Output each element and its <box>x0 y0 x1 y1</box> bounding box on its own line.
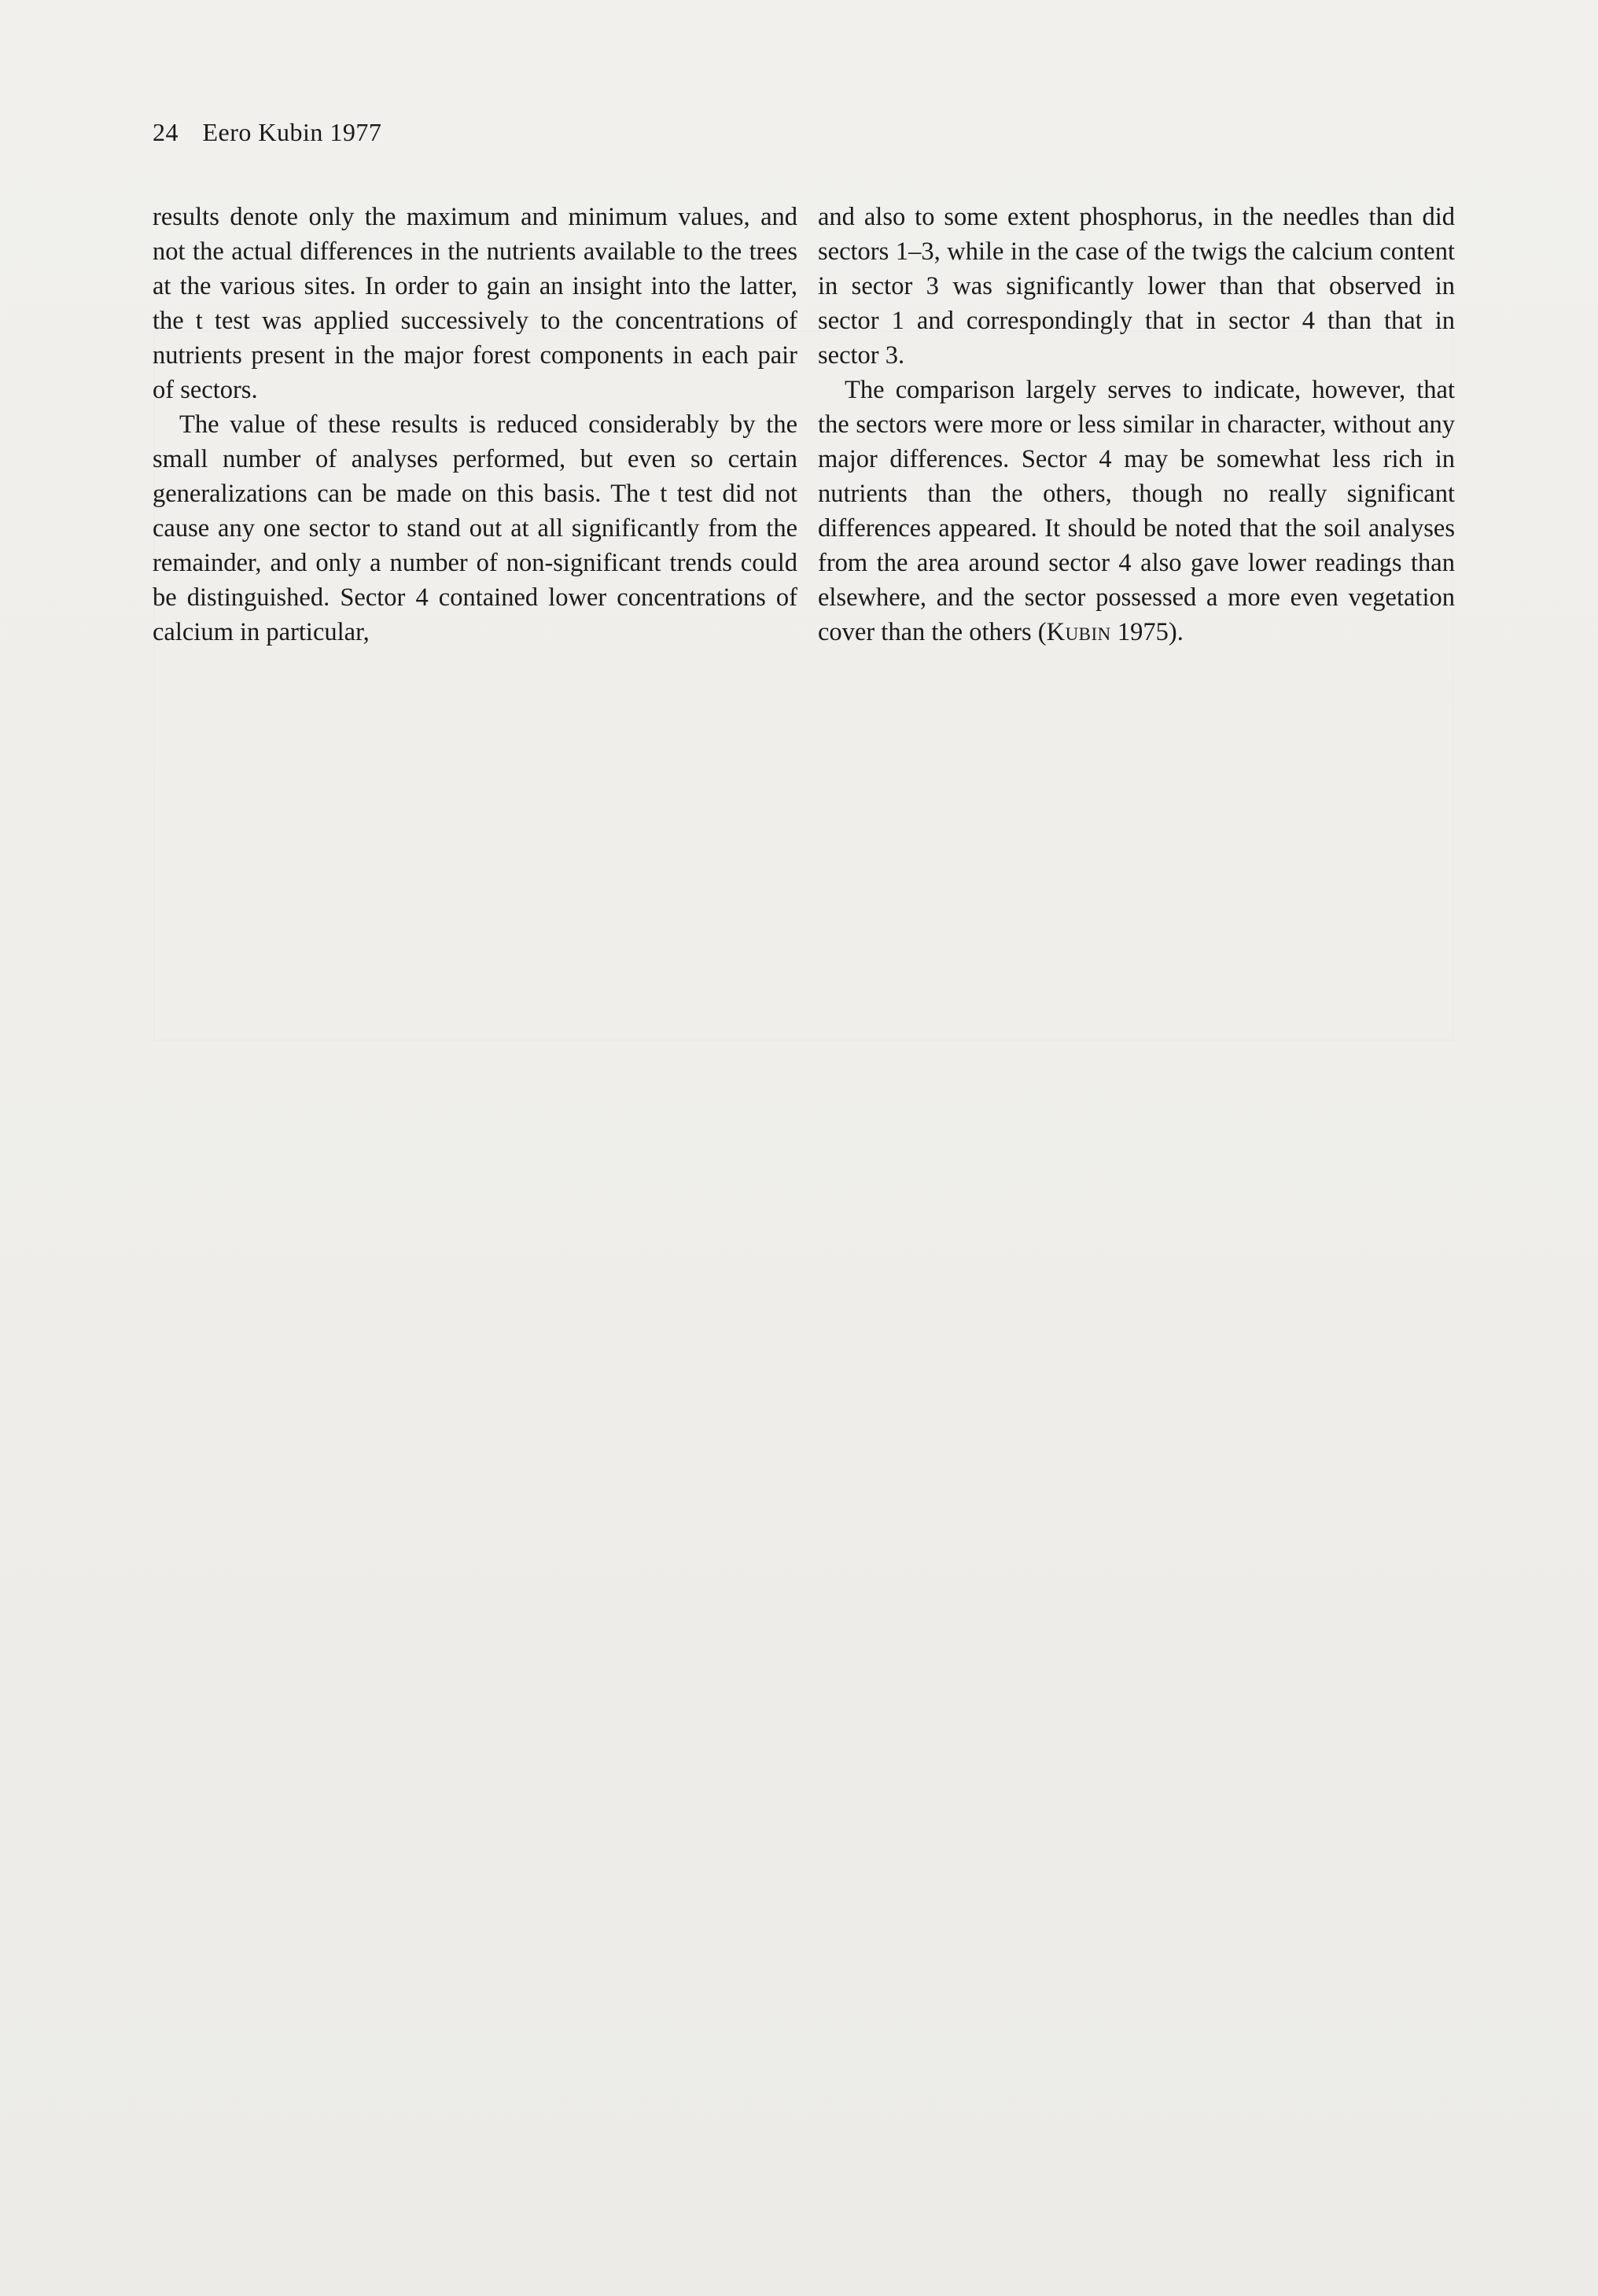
author-year: Eero Kubin 1977 <box>202 118 382 146</box>
right-paragraph-2-end: 1975). <box>1110 618 1184 646</box>
citation-author: Kubin <box>1046 618 1111 646</box>
left-paragraph-1: results denote only the maximum and minimum values, and not the actual differences in the nutrients available to the trees at the various sites. In order to gain an insight into the latter, the t test was applied successively to the concentrations of nutrients present in the major forest components in each pair of sectors. <box>153 203 797 404</box>
running-head <box>153 118 381 147</box>
right-paragraph-2 <box>818 373 1455 649</box>
show-through-text-left <box>149 1117 794 2115</box>
right-paragraph-1: and also to some extent phosphorus, in the needles than did sectors 1–3, while in the case of the twigs the calcium content in sector 3 was significantly lower than that observed in sector 1 and correspondingly that in sector 4 than that in sector 3. <box>818 203 1455 370</box>
show-through-text-right <box>818 1117 1463 2131</box>
right-column <box>818 200 1455 649</box>
page-number: 24 <box>153 118 179 146</box>
right-paragraph-2-text: The comparison largely serves to indicate, however, that the sectors were more or less similar in character, without any major differences. Sector 4 may be somewhat less rich in nutrients than the others, though no really significant differences appeared. It should be noted that the soil analyses from the area around sector 4 also gave lower readings than elsewhere, and the sector possessed a more even vegetation cover than the others ( <box>818 376 1455 646</box>
left-column <box>153 200 797 649</box>
left-paragraph-2: The value of these results is reduced considerably by the small number of analyses performed, but even so certain generalizations can be made on this basis. The t test did not cause any one sector to stand out at all significantly from the remainder, and only a number of non-significant trends could be distinguished. Sector 4 contained lower concentrations of calcium in particular, <box>153 410 797 646</box>
